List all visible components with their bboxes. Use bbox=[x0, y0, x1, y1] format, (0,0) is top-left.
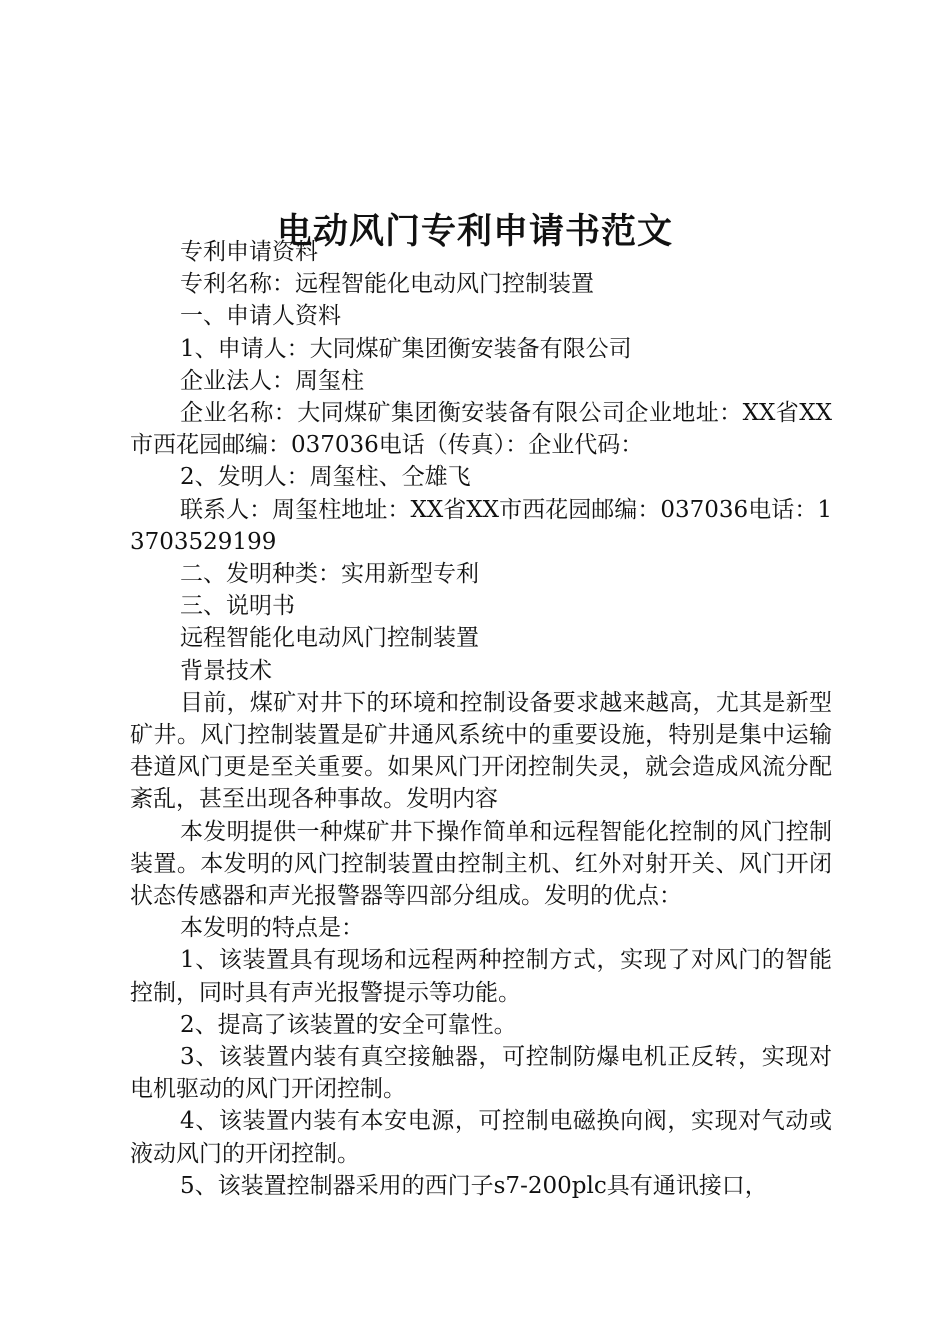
document-title: 电动风门专利申请书范文 bbox=[276, 211, 673, 253]
paragraph-contact: 联系人：周玺柱地址：XX省XX市西花园邮编：037036电话：13703529199 bbox=[130, 496, 832, 555]
paragraph-invention-summary: 本发明提供一种煤矿井下操作简单和远程智能化控制的风门控制装置。本发明的风门控制装置由控制主机、红外对射开关、风门开闭状态传感器和声光报警器等四部分组成。发明的优点： bbox=[130, 818, 832, 910]
paragraph-feature-3: 3、该装置内装有真空接触器，可控制防爆电机正反转，实现对电机驱动的风门开闭控制。 bbox=[130, 1044, 832, 1103]
paragraph-invention-type: 二、发明种类：实用新型专利 bbox=[180, 561, 479, 588]
paragraph-background-heading: 背景技术 bbox=[180, 657, 272, 684]
paragraph-features-heading: 本发明的特点是： bbox=[180, 915, 364, 942]
paragraph-applicant-section: 一、申请人资料 bbox=[180, 303, 341, 330]
paragraph-patent-name: 专利名称：远程智能化电动风门控制装置 bbox=[180, 271, 594, 298]
paragraph-feature-4: 4、该装置内装有本安电源，可控制电磁换向阀，实现对气动或液动风门的开闭控制。 bbox=[130, 1108, 832, 1167]
paragraph-feature-2: 2、提高了该装置的安全可靠性。 bbox=[180, 1011, 517, 1038]
paragraph-feature-1: 1、该装置具有现场和远程两种控制方式，实现了对风门的智能控制，同时具有声光报警提示等功能。 bbox=[130, 947, 832, 1006]
paragraph-feature-5: 5、该装置控制器采用的西门子s7-200plc具有通讯接口， bbox=[180, 1172, 768, 1199]
paragraph-specification-heading: 三、说明书 bbox=[180, 593, 295, 620]
paragraph-inventors: 2、发明人：周玺柱、仝雄飞 bbox=[180, 464, 471, 491]
paragraph-company-info: 企业名称：大同煤矿集团衡安装备有限公司企业地址：XX省XX市西花园邮编：037036电话（传真）：企业代码： bbox=[130, 400, 832, 459]
paragraph-device-name: 远程智能化电动风门控制装置 bbox=[180, 625, 479, 652]
paragraph-legal-person: 企业法人：周玺柱 bbox=[180, 367, 364, 394]
document-body bbox=[130, 236, 832, 1202]
paragraph-patent-info-heading: 专利申请资料 bbox=[180, 239, 318, 265]
paragraph-applicant: 1、申请人：大同煤矿集团衡安装备有限公司 bbox=[180, 335, 632, 362]
paragraph-background-text: 目前，煤矿对井下的环境和控制设备要求越来越高，尤其是新型矿井。风门控制装置是矿井通风系统中的重要设施，特别是集中运输巷道风门更是至关重要。如果风门开闭控制失灵，就会造成风流分配紊乱，甚至出现各种事故。发明内容 bbox=[130, 689, 832, 813]
